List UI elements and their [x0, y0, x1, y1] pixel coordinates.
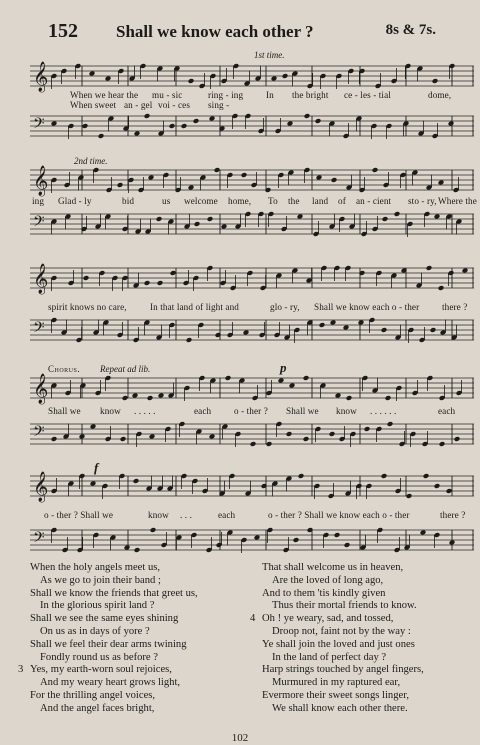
verse-text: When the holy angels meet us, [30, 562, 161, 573]
verse-text: And to them 'tis kindly given [262, 587, 386, 599]
verse-text: That shall welcome us in heaven, [262, 562, 404, 573]
note-head [89, 71, 96, 77]
note-head [316, 175, 323, 181]
verse-line [262, 600, 476, 613]
syllable: us [162, 196, 171, 206]
staff-bass-5 [30, 524, 474, 564]
note-head [329, 431, 336, 437]
note-head [83, 275, 90, 281]
verse-text: Murmured in my raptured ear, [272, 677, 401, 689]
note-head [432, 78, 439, 84]
syllable: ing [32, 196, 45, 206]
chorus-mark: Chorus. [48, 364, 81, 374]
note-head [243, 330, 250, 336]
syllable: voi - ces [158, 100, 191, 110]
note-head [120, 436, 127, 442]
syllable: Where the [438, 196, 477, 206]
note-head [330, 320, 337, 326]
note-head [150, 527, 157, 533]
note-head [282, 73, 289, 79]
verse-text: In the land of perfect day ? [272, 651, 387, 663]
syllable: an - cient [356, 196, 392, 206]
first-ending-mark: 1st time. [254, 50, 285, 60]
treble-clef-icon: 𝄞 [33, 166, 49, 196]
note-head [134, 547, 141, 553]
note-head [358, 320, 365, 326]
bass-clef-icon: 𝄢 [33, 115, 45, 136]
note-head [304, 113, 311, 119]
hymn-meter: 8s & 7s. [385, 22, 436, 38]
note-head [449, 540, 456, 546]
note-head [132, 393, 139, 399]
verse-line [262, 664, 476, 677]
note-head [331, 177, 338, 183]
note-head [454, 436, 461, 442]
verse-line [30, 652, 252, 665]
verse-line [262, 677, 476, 690]
syllable: Glad - ly [58, 196, 92, 206]
note-head [394, 211, 401, 217]
note-head [286, 431, 293, 437]
note-head [188, 78, 195, 84]
note-head [221, 224, 228, 230]
note-head [278, 378, 285, 384]
note-head [303, 375, 310, 381]
syllable: In that land of light and [150, 302, 239, 312]
note-head [147, 395, 154, 401]
note-head [434, 483, 441, 489]
syllable: o - ther ? Shall we [44, 510, 113, 520]
note-head [319, 322, 326, 328]
verse-text: Shall we know the friends that greet us, [30, 587, 198, 599]
note-head [144, 113, 151, 119]
verse-text: Ye shall join the loved and just ones [262, 638, 415, 650]
note-head [381, 327, 388, 333]
verse-line [262, 562, 476, 575]
syllable: Shall we [286, 406, 319, 416]
note-head [157, 280, 164, 286]
verse-line [262, 588, 476, 601]
treble-clef-icon: 𝄞 [33, 264, 49, 294]
verse-line [18, 664, 252, 677]
hymn-title: Shall we know each other ? [116, 22, 314, 41]
verse-text: Yes, my earth-worn soul rejoices, [30, 664, 172, 676]
verse-line [30, 703, 252, 716]
verse-text: Evermore their sweet songs linger, [262, 689, 409, 701]
note-head [156, 216, 163, 222]
verse-line [30, 639, 252, 652]
note-head [434, 214, 441, 220]
syllable: home, [228, 196, 252, 206]
note-head [254, 535, 261, 541]
repeat-mark: Repeat ad lib. [100, 364, 151, 374]
note-head [79, 434, 86, 440]
syllable: In [266, 90, 274, 100]
note-head [134, 131, 141, 137]
syllable: each [438, 406, 456, 416]
note-head [335, 393, 342, 399]
syllable: mu - sic [152, 90, 183, 100]
syllable: ring - ing [208, 90, 244, 100]
hymn-header [48, 20, 466, 44]
note-head [51, 121, 58, 127]
verse-column-right [250, 562, 476, 716]
second-ending-mark: 2nd time. [74, 156, 108, 166]
syllable: know [336, 406, 357, 416]
note-head [149, 434, 156, 440]
note-head [387, 421, 394, 427]
staff-bass-3 [30, 314, 474, 354]
note-head [241, 172, 248, 178]
bass-clef-icon: 𝄢 [33, 319, 45, 340]
note-head [51, 436, 58, 442]
verse-number: 3 [18, 664, 24, 676]
note-head [297, 214, 304, 220]
syllable: When sweet [70, 100, 117, 110]
staff-bass-2 [30, 208, 474, 248]
verse-text: Shall we feel their dear arms twining [30, 638, 187, 650]
syllable: know [148, 510, 169, 520]
note-head [225, 375, 232, 381]
bass-clef-icon: 𝄢 [33, 529, 45, 550]
verse-line [30, 690, 252, 703]
note-head [188, 185, 195, 191]
verse-text: Thus their mortal friends to know. [272, 600, 417, 612]
note-head [298, 473, 305, 479]
note-head [438, 180, 445, 186]
note-head [209, 116, 216, 122]
verse-line [262, 626, 476, 639]
verse-text: Droop not, faint not by the way : [272, 625, 411, 637]
syllable: ce - les - tial [344, 90, 391, 100]
verse-text: As we go to join their band ; [40, 574, 161, 586]
syllable: each [218, 510, 236, 520]
staff-treble-5 [30, 470, 474, 510]
syllable: o - ther ? [234, 406, 268, 416]
syllable: the bright [292, 90, 329, 100]
syllable: of [338, 196, 346, 206]
note-head [90, 424, 97, 430]
note-head [186, 337, 193, 343]
note-head [98, 133, 105, 139]
syllable: bid [122, 196, 135, 206]
syllable: welcome [184, 196, 218, 206]
syllable: Shall we [48, 406, 81, 416]
verse-line [30, 600, 252, 613]
note-head [194, 221, 201, 227]
note-head [170, 270, 177, 276]
note-head [385, 395, 392, 401]
note-head [214, 167, 221, 173]
verse-text: For the thrilling angel voices, [30, 689, 156, 701]
note-head [423, 473, 430, 479]
note-head [446, 488, 453, 494]
treble-clef-icon: 𝄞 [33, 374, 49, 404]
syllable: an - gel [124, 100, 153, 110]
bass-clef-icon: 𝄢 [33, 213, 45, 234]
verse-line [262, 639, 476, 652]
syllable: Shall we know each o - ther [314, 302, 420, 312]
verse-line [30, 575, 252, 588]
forte-mark: f [94, 460, 99, 475]
note-head [344, 542, 351, 548]
verse-text: And my weary heart grows light, [40, 677, 181, 689]
note-head [209, 434, 216, 440]
verse-line [30, 626, 252, 639]
syllable: each [194, 406, 212, 416]
verse-line [30, 677, 252, 690]
staff-bass-1 [30, 110, 474, 150]
syllable: . . . [180, 510, 192, 520]
note-head [144, 280, 151, 286]
verse-text: We shall know each other there. [272, 702, 408, 714]
syllable: . . . . . [134, 406, 156, 416]
syllable: there ? [440, 510, 466, 520]
note-head [271, 76, 278, 82]
note-head [346, 395, 353, 401]
page-number: 102 [231, 732, 249, 744]
note-head [169, 123, 176, 129]
note-head [158, 393, 165, 399]
verse-text: On us as in days of yore ? [40, 625, 150, 637]
staff-bass-4 [30, 418, 474, 458]
note-head [293, 537, 300, 543]
verse-line [262, 575, 476, 588]
syllable: To [268, 196, 278, 206]
note-head [430, 327, 437, 333]
note-head [117, 182, 124, 188]
note-head [122, 395, 129, 401]
syllable: When we [70, 90, 106, 100]
note-head [448, 121, 455, 127]
verse-line [30, 562, 252, 575]
staff-treble-3 [30, 262, 474, 302]
verse-text: And the angel faces bright, [40, 702, 155, 714]
note-head [266, 441, 273, 447]
verse-line [30, 588, 252, 601]
note-head [426, 265, 433, 271]
note-head [105, 76, 112, 82]
note-head [364, 426, 371, 432]
note-head [315, 118, 322, 124]
bass-clef-icon: 𝄢 [33, 423, 45, 444]
note-head [181, 123, 188, 129]
treble-clef-icon: 𝄞 [33, 62, 49, 92]
syllable: o - ther ? Shall we know each o - ther [268, 510, 410, 520]
syllable: sto - ry, [408, 196, 437, 206]
verse-text: Oh ! ye weary, sad, and tossed, [262, 613, 394, 625]
syllable: the [288, 196, 300, 206]
note-head [133, 478, 140, 484]
note-head [439, 441, 446, 447]
note-head [82, 123, 89, 129]
treble-clef-icon: 𝄞 [33, 472, 49, 502]
note-head [372, 167, 379, 173]
note-head [289, 383, 296, 389]
verse-line [262, 703, 476, 716]
syllable: . . . . . . [370, 406, 397, 416]
note-head [303, 436, 310, 442]
syllable: dome, [428, 90, 452, 100]
verse-line [250, 613, 476, 626]
note-head [148, 175, 155, 181]
note-head [420, 530, 427, 536]
syllable: there ? [442, 302, 468, 312]
note-head [207, 216, 214, 222]
verse-line [262, 690, 476, 703]
syllable: hear the [108, 90, 139, 100]
note-head [438, 285, 445, 291]
note-head [250, 441, 257, 447]
note-head [287, 121, 294, 127]
verse-column-left [18, 562, 252, 716]
syllable: sing - [208, 100, 230, 110]
hymn-number: 152 [48, 20, 78, 42]
note-head [343, 325, 350, 331]
note-head [382, 216, 389, 222]
piano-mark: p [280, 360, 287, 375]
note-head [381, 473, 388, 479]
syllable: know [100, 406, 121, 416]
note-head [124, 545, 131, 551]
syllable: glo - ry, [270, 302, 300, 312]
verse-number: 4 [250, 613, 256, 625]
verse-text: Shall we see the same eyes shining [30, 613, 179, 625]
note-head [90, 481, 97, 487]
note-head [462, 268, 469, 274]
verse-line [30, 613, 252, 626]
note-head [193, 118, 200, 124]
verse-text: In the glorious spirit land ? [40, 600, 155, 612]
note-head [406, 493, 413, 499]
syllable: land [312, 196, 329, 206]
verse-text: Fondly round us as before ? [40, 651, 158, 663]
verse-text: Harp strings touched by angel fingers, [262, 664, 424, 676]
verse-text: Are the loved of long ago, [272, 574, 384, 586]
verse-line [262, 652, 476, 665]
note-head [334, 532, 341, 538]
syllable: spirit knows no care, [48, 302, 127, 312]
